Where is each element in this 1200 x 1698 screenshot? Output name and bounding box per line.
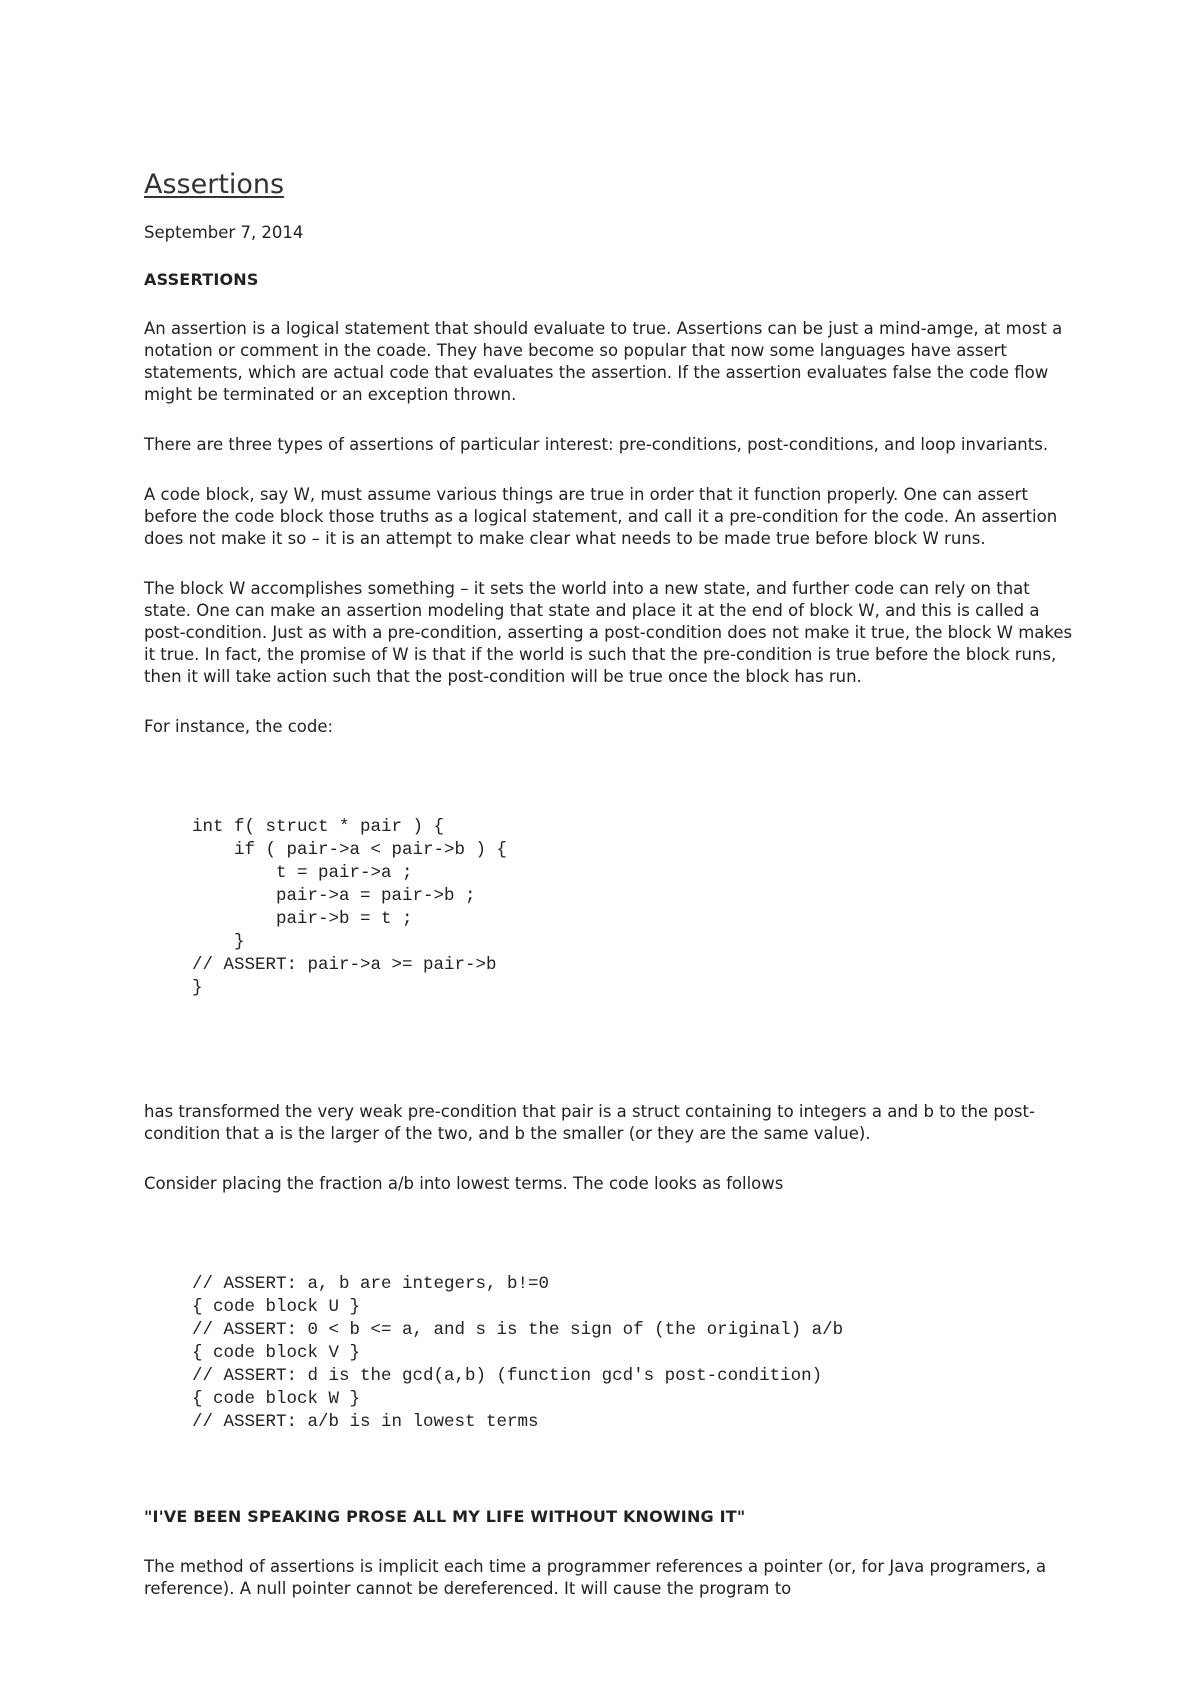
code-line: if ( pair->a < pair->b ) { (192, 840, 508, 860)
code-line: // ASSERT: a/b is in lowest terms (192, 1412, 539, 1432)
document-page (144, 168, 1074, 1600)
code-line: // ASSERT: d is the gcd(a,b) (function gcd's post-condition) (192, 1366, 823, 1386)
paragraph-for-instance: For instance, the code: (144, 717, 334, 736)
code-line: } (192, 932, 245, 952)
code-block-swap (192, 793, 1074, 1046)
code-line: // ASSERT: pair->a >= pair->b (192, 955, 497, 975)
post-date: September 7, 2014 (144, 223, 304, 242)
code-line: pair->a = pair->b ; (192, 886, 476, 906)
code-line: int f( struct * pair ) { (192, 817, 445, 837)
code-line: pair->b = t ; (192, 909, 413, 929)
code-line: { code block U } (192, 1297, 361, 1317)
paragraph-fraction: Consider placing the fraction a/b into lowest terms. The code looks as follows (144, 1174, 784, 1193)
paragraph-intro: An assertion is a logical statement that should evaluate to true. Assertions can be just a mind-amge, at most a notation or comment in the coade. They have become so popular that now some languages have assert statements, which are actual code that evaluates the assertion. If the assertion evaluates false the code flow might be terminated or an exception thrown. (144, 319, 1063, 404)
code-line: t = pair->a ; (192, 863, 413, 883)
paragraph-types: There are three types of assertions of particular interest: pre-conditions, post-conditions, and loop invariants. (144, 435, 1049, 454)
section-heading-prose: "I'VE BEEN SPEAKING PROSE ALL MY LIFE WITHOUT KNOWING IT" (144, 1507, 746, 1526)
paragraph-postcondition: The block W accomplishes something – it sets the world into a new state, and further code can rely on that state. One can make an assertion modeling that state and place it at the end of block W, and this is called a post-condition. Just as with a pre-condition, asserting a post-condition does not make it true, the block W makes it true. In fact, the promise of W is that if the world is such that the pre-condition is true before the block runs, then it will take action such that the post-condition will be true once the block has run. (144, 579, 1073, 686)
code-line: } (192, 978, 203, 998)
code-line: // ASSERT: a, b are integers, b!=0 (192, 1274, 550, 1294)
code-line: { code block V } (192, 1343, 361, 1363)
section-heading-assertions: ASSERTIONS (144, 270, 259, 289)
paragraph-precondition: A code block, say W, must assume various things are true in order that it function properly. One can assert before the code block those truths as a logical statement, and call it a pre-condition for the code. An assertion does not make it so – it is an attempt to make clear what needs to be made true before block W runs. (144, 485, 1058, 548)
code-line: { code block W } (192, 1389, 361, 1409)
paragraph-transformed: has transformed the very weak pre-condition that pair is a struct containing to integers a and b to the post-condition that a is the larger of the two, and b the smaller (or they are the same value). (144, 1102, 1035, 1143)
paragraph-pointer: The method of assertions is implicit each time a programmer references a pointer (or, for Java programers, a reference). A null pointer cannot be dereferenced. It will cause the program to (144, 1557, 1047, 1598)
code-block-fraction (192, 1250, 1074, 1480)
code-line: // ASSERT: 0 < b <= a, and s is the sign of (the original) a/b (192, 1320, 844, 1340)
document-title[interactable]: Assertions (144, 169, 285, 200)
